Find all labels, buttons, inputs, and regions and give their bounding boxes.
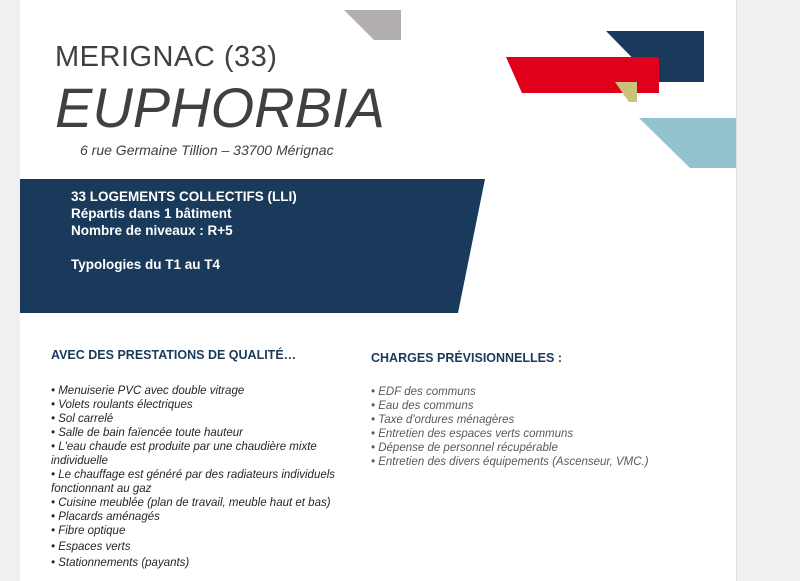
residence-name: EUPHORBIA [55,76,385,139]
list-item: • Espaces verts [51,541,131,553]
list-item: • Fibre optique [51,525,126,537]
list-item: • Sol carrelé [51,413,114,425]
charges-list [371,385,711,469]
list-item: • L'eau chaude est produite par une chaudière mixte individuelle [51,441,317,467]
list-item: • Entretien des divers équipements (Ascenseur, VMC.) [371,456,649,468]
banner-line-housing: 33 LOGEMENTS COLLECTIFS (LLI) [71,189,297,204]
list-item: • EDF des communs [371,386,476,398]
banner-line-buildings: Répartis dans 1 bâtiment [71,206,232,221]
prestations-heading: AVEC DES PRESTATIONS DE QUALITÉ… [51,348,297,362]
list-item: • Stationnements (payants) [51,557,190,569]
lightblue-shape [639,118,736,168]
prestations-list [51,384,351,570]
banner-line-typologies: Typologies du T1 au T4 [71,257,221,272]
charges-heading: CHARGES PRÉVISIONNELLES : [371,351,562,365]
list-item: • Eau des communs [371,400,474,412]
address: 6 rue Germaine Tillion – 33700 Mérignac [80,142,334,158]
list-item: • Menuiserie PVC avec double vitrage [51,385,245,397]
list-item: • Dépense de personnel récupérable [371,442,558,454]
prestations-section [51,348,351,570]
banner-text [71,188,297,273]
charges-section [371,351,711,469]
gray-shape [344,10,401,40]
list-item: • Cuisine meublée (plan de travail, meuble haut et bas) [51,497,331,509]
banner-line-levels: Nombre de niveaux : R+5 [71,223,233,238]
brochure-page [20,0,737,581]
list-item: • Le chauffage est généré par des radiateurs individuels fonctionnant au gaz [51,469,336,495]
list-item: • Entretien des espaces verts communs [371,428,574,440]
list-item: • Placards aménagés [51,511,160,523]
list-item: • Salle de bain faïencée toute hauteur [51,427,244,439]
city-title: MERIGNAC (33) [55,41,278,73]
list-item: • Volets roulants électriques [51,399,193,411]
list-item: • Taxe d'ordures ménagères [371,414,515,426]
